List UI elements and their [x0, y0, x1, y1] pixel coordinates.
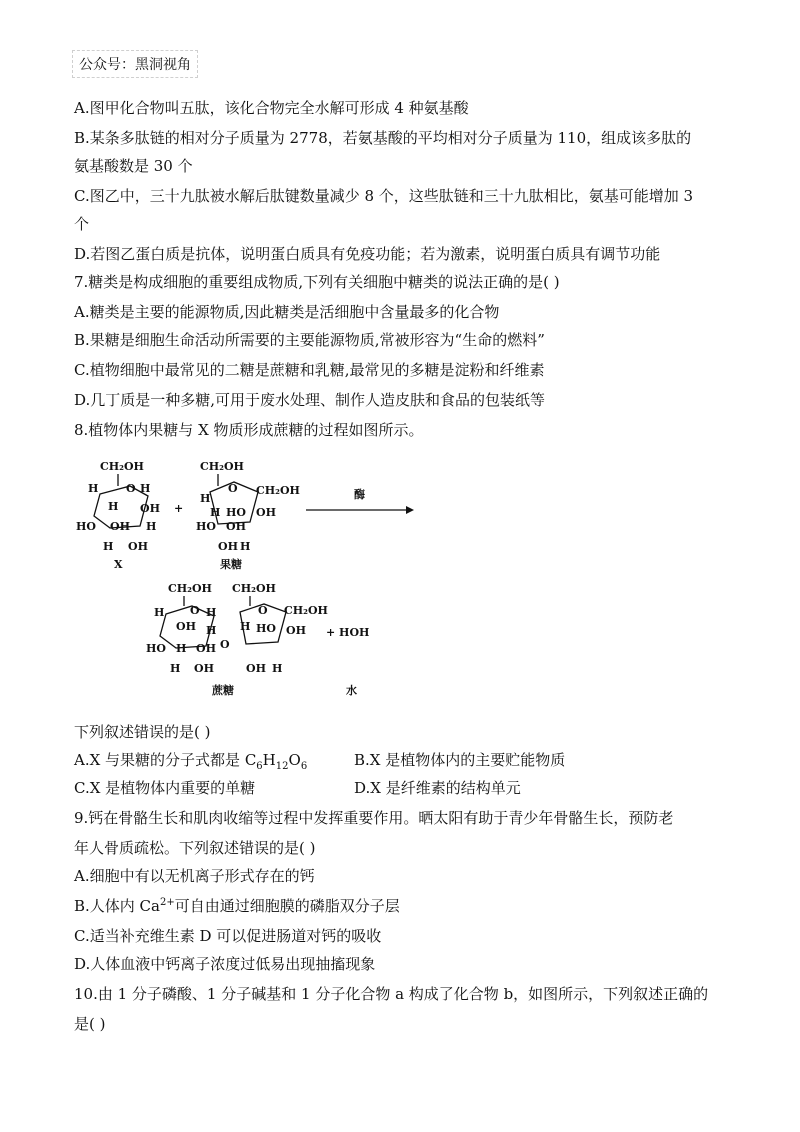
x-h5-label: H: [103, 540, 114, 553]
q8-option-b: B.X 是植物体内的主要贮能物质: [354, 751, 566, 769]
sucrose-h5-label: H: [240, 620, 251, 633]
sucrose-structure: [146, 582, 369, 697]
x-ch2oh-label: CH₂OH: [100, 460, 144, 473]
sucrose-h3-label: H: [206, 624, 217, 637]
water-name-label: 水: [346, 684, 357, 697]
fructose-oh1-label: OH: [226, 520, 246, 533]
q9-option-a: A.细胞中有以无机离子形式存在的钙: [74, 867, 315, 885]
sucrose-name-label: 蔗糖: [212, 684, 234, 697]
q6-option-b-line1: B.某条多肽链的相对分子质量为 2778，若氨基酸的平均相对分子质量为 110，组成该多肽的: [74, 129, 692, 147]
q8-option-c: C.X 是植物体内重要的单糖: [74, 779, 256, 797]
fructose-h2-label: H: [210, 506, 221, 519]
q9-stem-line2: 年人骨质疏松。下列叙述错误的是( ): [74, 839, 316, 857]
q9-stem-line1: 9.钙在骨骼生长和肌肉收缩等过程中发挥重要作用。晒太阳有助于青少年骨骼生长，预防老: [74, 809, 674, 827]
x-h3-label: H: [108, 500, 119, 513]
q10-stem-line2: 是( ): [74, 1015, 106, 1033]
q6-option-b-line2: 氨基酸数是 30 个: [74, 157, 193, 175]
q9-option-b: B.人体内 $Ca^{2+}$可自由通过细胞膜的磷脂双分子层: [74, 897, 400, 915]
sucrose-formation-diagram: [0, 450, 800, 710]
sucrose-o2-label: O: [258, 604, 268, 617]
q7-stem: 7.糖类是构成细胞的重要组成物质,下列有关细胞中糖类的说法正确的是( ): [74, 273, 560, 291]
q8-stem: 8.植物体内果糖与 X 物质形成蔗糖的过程如图所示。: [74, 421, 424, 439]
x-oh1-label: OH: [140, 502, 160, 515]
fructose-ho1-label: HO: [226, 506, 246, 519]
fructose-structure: [196, 460, 300, 571]
q9-option-d: D.人体血液中钙离子浓度过低易出现抽搐现象: [74, 955, 376, 973]
sucrose-o1-label: O: [190, 604, 200, 617]
sucrose-glycosidic-o-label: O: [220, 638, 230, 651]
q6-option-c-line2: 个: [74, 215, 90, 233]
q10-stem-line1: 10.由 1 分子磷酸、1 分子碱基和 1 分子化合物 a 构成了化合物 b，如图所示，下列叙述正确的: [74, 985, 709, 1003]
enzyme-arrow: [306, 487, 414, 514]
fructose-h3-label: H: [240, 540, 251, 553]
sucrose-h6-label: H: [170, 662, 181, 675]
x-h4-label: H: [146, 520, 157, 533]
sucrose-ch2oh-3-label: CH₂OH: [284, 604, 328, 617]
sucrose-ch2oh-2-label: CH₂OH: [232, 582, 276, 595]
plus-sign: +: [174, 502, 184, 515]
x-ho-label: HO: [76, 520, 96, 533]
q9-option-c: C.适当补充维生素 D 可以促进肠道对钙的吸收: [74, 927, 382, 945]
sucrose-ho2-label: HO: [256, 622, 276, 635]
enzyme-label: 酶: [354, 488, 365, 501]
fructose-ch2oh-top-label: CH₂OH: [200, 460, 244, 473]
q6-option-d: D.若图乙蛋白质是抗体，说明蛋白质具有免疫功能；若为激素，说明蛋白质具有调节功能: [74, 245, 661, 263]
q7-option-d: D.几丁质是一种多糖,可用于废水处理、制作人造皮肤和食品的包装纸等: [74, 391, 546, 409]
q8-option-a: A.X 与果糖的分子式都是 $C_6H_{12}O_6$: [74, 751, 308, 772]
glucose-x-structure: [76, 460, 160, 571]
x-o-label: O: [126, 482, 136, 495]
q8-option-d: D.X 是纤维素的结构单元: [354, 779, 521, 797]
sucrose-ch2oh-1-label: CH₂OH: [168, 582, 212, 595]
fructose-ho2-label: HO: [196, 520, 216, 533]
sucrose-h7-label: H: [272, 662, 283, 675]
fructose-oh2-label: OH: [256, 506, 276, 519]
sucrose-oh4-label: OH: [194, 662, 214, 675]
water-hoh-label: + HOH: [326, 626, 370, 639]
sucrose-oh3-label: OH: [286, 624, 306, 637]
x-oh2-label: OH: [110, 520, 130, 533]
sucrose-h4-label: H: [176, 642, 187, 655]
x-h2-label: H: [140, 482, 151, 495]
q7-option-b: B.果糖是细胞生命活动所需要的主要能源物质,常被形容为“生命的燃料”: [74, 331, 545, 349]
fructose-oh3-label: OH: [218, 540, 238, 553]
sucrose-oh2-label: OH: [196, 642, 216, 655]
watermark-label: 公众号：黑洞视角: [72, 50, 198, 78]
q7-option-a: A.糖类是主要的能源物质,因此糖类是活细胞中含量最多的化合物: [74, 303, 500, 321]
q6-option-a: A.图甲化合物叫五肽，该化合物完全水解可形成 4 种氨基酸: [74, 99, 469, 117]
sucrose-h1-label: H: [154, 606, 165, 619]
sucrose-ho1-label: HO: [146, 642, 166, 655]
x-oh3-label: OH: [128, 540, 148, 553]
q8-question: 下列叙述错误的是( ): [74, 723, 211, 741]
fructose-o-label: O: [228, 482, 238, 495]
fructose-ch2oh-side-label: CH₂OH: [256, 484, 300, 497]
sucrose-h2-label: H: [206, 606, 217, 619]
fructose-h1-label: H: [200, 492, 211, 505]
sucrose-oh5-label: OH: [246, 662, 266, 675]
x-name-label: X: [114, 558, 123, 571]
q7-option-c: C.植物细胞中最常见的二糖是蔗糖和乳糖,最常见的多糖是淀粉和纤维素: [74, 361, 545, 379]
x-h1-label: H: [88, 482, 99, 495]
sucrose-oh1-label: OH: [176, 620, 196, 633]
q6-option-c-line1: C.图乙中，三十九肽被水解后肽键数量减少 8 个，这些肽链和三十九肽相比，氨基可能增加 3: [74, 187, 694, 205]
fructose-name-label: 果糖: [220, 558, 242, 571]
